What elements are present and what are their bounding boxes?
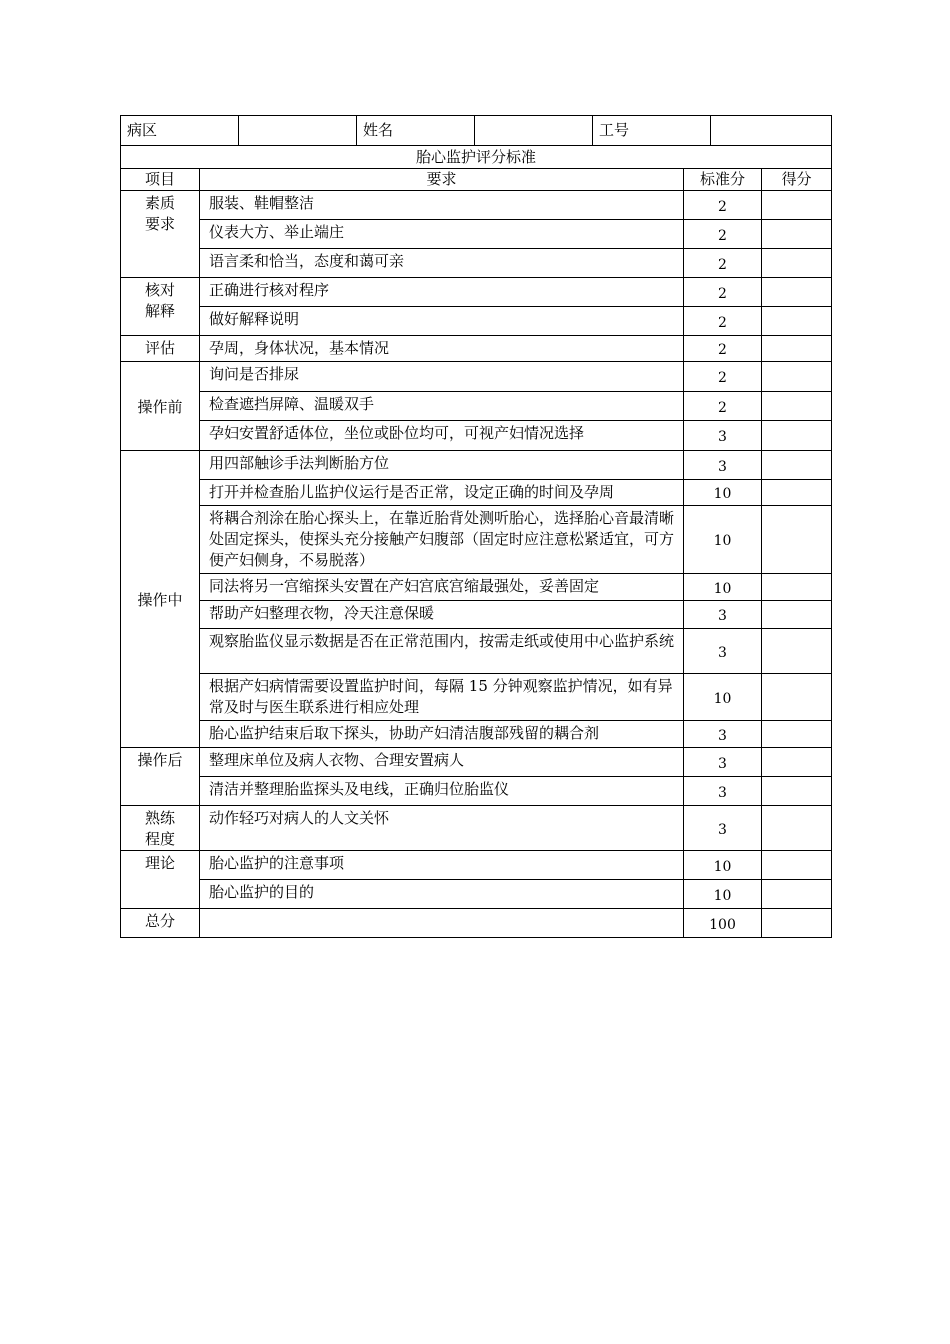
requirement-cell: 语言柔和恰当，态度和蔼可亲 xyxy=(200,249,684,278)
category-cell: 熟练 程度 xyxy=(121,806,200,851)
standard-score-cell: 3 xyxy=(684,806,762,851)
total-requirement-cell xyxy=(200,909,684,938)
requirement-cell: 胎心监护的注意事项 xyxy=(200,851,684,880)
col-header-standard: 标准分 xyxy=(684,169,762,191)
standard-score-cell: 10 xyxy=(684,851,762,880)
requirement-cell: 动作轻巧对病人的人文关怀 xyxy=(200,806,684,851)
table-row xyxy=(121,421,832,451)
standard-score-cell: 10 xyxy=(684,574,762,601)
score-input-cell[interactable] xyxy=(762,480,832,506)
table-row xyxy=(121,601,832,629)
score-input-cell[interactable] xyxy=(762,748,832,777)
total-standard-score: 100 xyxy=(684,909,762,938)
header-table xyxy=(120,115,832,146)
score-input-cell[interactable] xyxy=(762,451,832,480)
table-row xyxy=(121,629,832,674)
score-input-cell[interactable] xyxy=(762,806,832,851)
requirement-cell: 打开并检查胎儿监护仪运行是否正常，设定正确的时间及孕周 xyxy=(200,480,684,506)
category-cell: 素质 要求 xyxy=(121,191,200,278)
score-input-cell[interactable] xyxy=(762,574,832,601)
score-input-cell[interactable] xyxy=(762,392,832,421)
table-row xyxy=(121,451,832,480)
table-row xyxy=(121,191,832,220)
standard-score-cell: 2 xyxy=(684,220,762,249)
name-label: 姓名 xyxy=(357,116,475,146)
standard-score-cell: 3 xyxy=(684,451,762,480)
score-input-cell[interactable] xyxy=(762,191,832,220)
requirement-cell: 观察胎监仪显示数据是否在正常范围内，按需走纸或使用中心监护系统 xyxy=(200,629,684,674)
col-header-item: 项目 xyxy=(121,169,200,191)
id-field[interactable] xyxy=(711,116,832,146)
score-input-cell[interactable] xyxy=(762,336,832,362)
table-row xyxy=(121,806,832,851)
table-row xyxy=(121,777,832,806)
score-input-cell[interactable] xyxy=(762,362,832,392)
total-label: 总分 xyxy=(121,909,200,938)
standard-score-cell: 2 xyxy=(684,278,762,307)
standard-score-cell: 3 xyxy=(684,721,762,748)
table-row xyxy=(121,480,832,506)
standard-score-cell: 10 xyxy=(684,506,762,574)
requirement-cell: 清洁并整理胎监探头及电线，正确归位胎监仪 xyxy=(200,777,684,806)
table-row xyxy=(121,748,832,777)
score-input-cell[interactable] xyxy=(762,674,832,721)
standard-score-cell: 3 xyxy=(684,629,762,674)
table-row xyxy=(121,249,832,278)
table-row xyxy=(121,506,832,574)
ward-field[interactable] xyxy=(239,116,357,146)
requirement-cell: 正确进行核对程序 xyxy=(200,278,684,307)
standard-score-cell: 3 xyxy=(684,748,762,777)
requirement-cell: 服装、鞋帽整洁 xyxy=(200,191,684,220)
requirement-cell: 胎心监护的目的 xyxy=(200,880,684,909)
category-cell: 操作后 xyxy=(121,748,200,806)
table-row xyxy=(121,721,832,748)
standard-score-cell: 2 xyxy=(684,336,762,362)
table-row xyxy=(121,674,832,721)
standard-score-cell: 2 xyxy=(684,362,762,392)
standard-score-cell: 2 xyxy=(684,249,762,278)
requirement-cell: 孕妇安置舒适体位，坐位或卧位均可，可视产妇情况选择 xyxy=(200,421,684,451)
score-input-cell[interactable] xyxy=(762,421,832,451)
standard-score-cell: 3 xyxy=(684,777,762,806)
standard-score-cell: 2 xyxy=(684,307,762,336)
score-input-cell[interactable] xyxy=(762,629,832,674)
requirement-cell: 同法将另一宫缩探头安置在产妇宫底宫缩最强处，妥善固定 xyxy=(200,574,684,601)
requirement-cell: 根据产妇病情需要设置监护时间，每隔 15 分钟观察监护情况，如有异常及时与医生联系进行相应处理 xyxy=(200,674,684,721)
table-row xyxy=(121,362,832,392)
total-row xyxy=(121,909,832,938)
requirement-cell: 胎心监护结束后取下探头，协助产妇清洁腹部残留的耦合剂 xyxy=(200,721,684,748)
table-row xyxy=(121,392,832,421)
table-row xyxy=(121,278,832,307)
score-input-cell[interactable] xyxy=(762,777,832,806)
standard-score-cell: 3 xyxy=(684,601,762,629)
category-cell: 评估 xyxy=(121,336,200,362)
category-cell: 操作前 xyxy=(121,362,200,451)
scoring-table xyxy=(120,145,832,938)
table-row xyxy=(121,220,832,249)
requirement-cell: 帮助产妇整理衣物，冷天注意保暖 xyxy=(200,601,684,629)
score-input-cell[interactable] xyxy=(762,220,832,249)
score-input-cell[interactable] xyxy=(762,721,832,748)
category-cell: 核对 解释 xyxy=(121,278,200,336)
score-input-cell[interactable] xyxy=(762,278,832,307)
requirement-cell: 整理床单位及病人衣物、合理安置病人 xyxy=(200,748,684,777)
standard-score-cell: 10 xyxy=(684,880,762,909)
standard-score-cell: 10 xyxy=(684,480,762,506)
score-input-cell[interactable] xyxy=(762,249,832,278)
score-input-cell[interactable] xyxy=(762,601,832,629)
standard-score-cell: 10 xyxy=(684,674,762,721)
category-cell: 理论 xyxy=(121,851,200,909)
total-score-input[interactable] xyxy=(762,909,832,938)
table-row xyxy=(121,880,832,909)
score-input-cell[interactable] xyxy=(762,880,832,909)
table-row xyxy=(121,307,832,336)
table-row xyxy=(121,336,832,362)
requirement-cell: 仪表大方、举止端庄 xyxy=(200,220,684,249)
score-input-cell[interactable] xyxy=(762,851,832,880)
standard-score-cell: 2 xyxy=(684,191,762,220)
score-input-cell[interactable] xyxy=(762,307,832,336)
name-field[interactable] xyxy=(475,116,593,146)
standard-score-cell: 2 xyxy=(684,392,762,421)
requirement-cell: 做好解释说明 xyxy=(200,307,684,336)
id-label: 工号 xyxy=(593,116,711,146)
ward-label: 病区 xyxy=(121,116,239,146)
score-input-cell[interactable] xyxy=(762,506,832,574)
table-title: 胎心监护评分标准 xyxy=(121,146,832,169)
table-row xyxy=(121,574,832,601)
requirement-cell: 检查遮挡屏障、温暖双手 xyxy=(200,392,684,421)
table-row xyxy=(121,851,832,880)
requirement-cell: 询问是否排尿 xyxy=(200,362,684,392)
score-sheet xyxy=(120,115,831,938)
requirement-cell: 将耦合剂涂在胎心探头上，在靠近胎背处测听胎心，选择胎心音最清晰处固定探头，使探头充分接触产妇腹部（固定时应注意松紧适宜，可方便产妇侧身，不易脱落） xyxy=(200,506,684,574)
standard-score-cell: 3 xyxy=(684,421,762,451)
category-cell: 操作中 xyxy=(121,451,200,748)
col-header-requirement: 要求 xyxy=(200,169,684,191)
requirement-cell: 孕周，身体状况，基本情况 xyxy=(200,336,684,362)
requirement-cell: 用四部触诊手法判断胎方位 xyxy=(200,451,684,480)
col-header-score: 得分 xyxy=(762,169,832,191)
